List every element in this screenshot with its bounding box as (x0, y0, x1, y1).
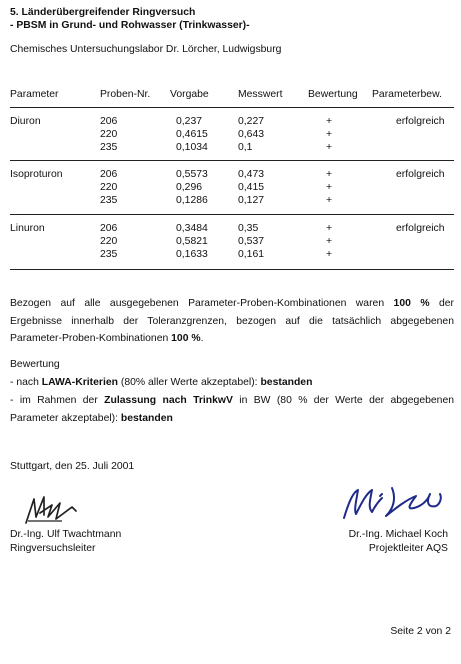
cell-vorgabe: 0,3484 (176, 223, 208, 234)
cell-probe: 220 (100, 236, 118, 247)
signatory-right-name: Dr.-Ing. Michael Koch (348, 529, 448, 540)
signatory-left-role: Ringversuchsleiter (10, 543, 96, 554)
cell-bewertung: + (325, 223, 333, 234)
text: in BW (80 % der Werte der abgegebenen Parameter akzeptabel): (10, 395, 455, 424)
summary-percent: 100 % (393, 298, 430, 309)
col-header-probe: Proben-Nr. (100, 89, 151, 100)
cell-messwert: 0,1 (238, 142, 253, 153)
cell-vorgabe: 0,1286 (176, 195, 208, 206)
cell-messwert: 0,537 (238, 236, 265, 247)
lab-name: Chemisches Untersuchungslabor Dr. Lörcher, Ludwigsburg (10, 44, 282, 55)
signatory-left-name: Dr.-Ing. Ulf Twachtmann (10, 529, 122, 540)
signature-right (336, 478, 448, 528)
cell-messwert: 0,227 (238, 116, 265, 127)
signatory-right-role: Projektleiter AQS (368, 543, 448, 554)
col-header-parameter: Parameter (10, 89, 59, 100)
place-date: Stuttgart, den 25. Juli 2001 (10, 461, 135, 472)
result-bold: bestanden (260, 377, 313, 388)
summary-text: der Ergebnisse innerhalb der Toleranzgrenzen, bezogen auf die tatsächlich abgegebenen Parameter-Proben-Kombinationen (10, 298, 455, 344)
document-subtitle: - PBSM in Grund- und Rohwasser (Trinkwasser)- (10, 20, 250, 31)
signature-left (22, 493, 82, 527)
cell-bewertung: + (325, 236, 333, 247)
cell-probe: 206 (100, 223, 118, 234)
cell-vorgabe: 0,5821 (176, 236, 208, 247)
cell-vorgabe: 0,237 (176, 116, 203, 127)
col-header-messwert: Messwert (238, 89, 283, 100)
group-result-diuron: erfolgreich (396, 116, 445, 127)
table-divider (10, 214, 454, 215)
table-divider (10, 269, 454, 270)
text: - nach (10, 377, 42, 388)
cell-bewertung: + (325, 182, 333, 193)
summary-percent: 100 % (171, 333, 201, 344)
cell-probe: 235 (100, 195, 118, 206)
text-bold: Zulassung nach TrinkwV (104, 395, 233, 406)
cell-probe: 235 (100, 142, 118, 153)
cell-vorgabe: 0,296 (176, 182, 203, 193)
cell-bewertung: + (325, 249, 333, 260)
cell-bewertung: + (325, 195, 333, 206)
summary-text: Bezogen auf alle ausgegebenen Parameter-Proben-Kombinationen waren (10, 298, 394, 309)
cell-messwert: 0,161 (238, 249, 265, 260)
cell-messwert: 0,415 (238, 182, 265, 193)
col-header-vorgabe: Vorgabe (170, 89, 209, 100)
bewertung-lawa (10, 377, 312, 388)
group-result-linuron: erfolgreich (396, 223, 445, 234)
cell-bewertung: + (325, 169, 333, 180)
table-divider (10, 107, 454, 108)
summary-paragraph (10, 295, 454, 348)
cell-messwert: 0,473 (238, 169, 265, 180)
col-header-parameterbew: Parameterbew. (372, 89, 442, 100)
cell-probe: 235 (100, 249, 118, 260)
cell-bewertung: + (325, 129, 333, 140)
text: (80% aller Werte akzeptabel): (117, 377, 261, 388)
document-title: 5. Länderübergreifender Ringversuch (10, 7, 196, 18)
cell-vorgabe: 0,1633 (176, 249, 208, 260)
page-number: Seite 2 von 2 (390, 626, 451, 637)
summary-text: . (200, 333, 204, 344)
cell-probe: 220 (100, 129, 118, 140)
cell-vorgabe: 0,5573 (176, 169, 208, 180)
cell-probe: 206 (100, 169, 118, 180)
group-result-isoproturon: erfolgreich (396, 169, 445, 180)
group-parameter-isoproturon: Isoproturon (10, 169, 63, 180)
cell-bewertung: + (325, 142, 333, 153)
bewertung-heading: Bewertung (10, 359, 60, 370)
cell-probe: 206 (100, 116, 118, 127)
cell-messwert: 0,127 (238, 195, 265, 206)
result-bold: bestanden (120, 412, 173, 424)
table-divider (10, 160, 454, 161)
group-parameter-linuron: Linuron (10, 223, 45, 234)
cell-vorgabe: 0,1034 (176, 142, 208, 153)
cell-vorgabe: 0,4615 (176, 129, 208, 140)
text: - im Rahmen der (10, 395, 105, 406)
cell-messwert: 0,643 (238, 129, 265, 140)
cell-messwert: 0,35 (238, 223, 259, 234)
group-parameter-diuron: Diuron (10, 116, 41, 127)
col-header-bewertung: Bewertung (308, 89, 358, 100)
cell-bewertung: + (325, 116, 333, 127)
cell-probe: 220 (100, 182, 118, 193)
bewertung-trinkwv (10, 392, 454, 427)
text-bold: LAWA-Kriterien (41, 377, 118, 388)
